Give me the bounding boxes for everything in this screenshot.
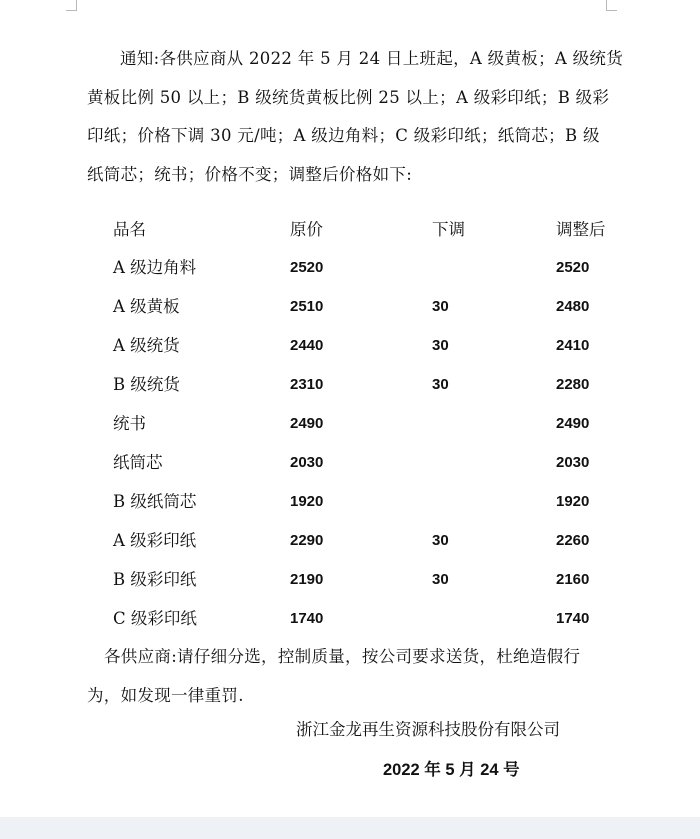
table-row — [0, 599, 700, 638]
item-adjusted-price: 2260 — [556, 532, 590, 549]
item-original-price: 2290 — [290, 532, 324, 549]
header-adjusted: 调整后 — [556, 220, 606, 239]
notice-paragraph — [87, 40, 624, 194]
item-reduction: 30 — [432, 532, 449, 549]
item-original-price: 1920 — [290, 493, 324, 510]
item-name: A 级彩印纸 — [113, 531, 197, 550]
item-reduction: 30 — [432, 571, 449, 588]
table-row — [0, 443, 700, 482]
page-corner-mark — [66, 0, 77, 11]
notice-line: 印纸；价格下调 30 元/吨；A 级边角料；C 级彩印纸；纸筒芯；B 级 — [87, 126, 600, 145]
item-adjusted-price: 2160 — [556, 571, 590, 588]
item-original-price: 2490 — [290, 415, 324, 432]
item-original-price: 2030 — [290, 454, 324, 471]
item-adjusted-price: 2410 — [556, 337, 590, 354]
item-name: A 级统货 — [113, 336, 180, 355]
item-original-price: 2520 — [290, 259, 324, 276]
closing-line: 为，如发现一律重罚. — [87, 685, 244, 705]
item-original-price: 2440 — [290, 337, 324, 354]
table-row — [0, 248, 700, 287]
table-header-row — [0, 210, 700, 249]
item-name: C 级彩印纸 — [113, 609, 197, 628]
item-name: 纸筒芯 — [113, 453, 163, 472]
document-date: 2022 年 5 月 24 号 — [383, 761, 520, 779]
item-reduction: 30 — [432, 337, 449, 354]
item-adjusted-price: 2030 — [556, 454, 590, 471]
item-name: A 级黄板 — [113, 297, 180, 316]
item-adjusted-price: 1740 — [556, 610, 590, 627]
closing-line: 各供应商:请仔细分选，控制质量，按公司要求送货，杜绝造假行 — [104, 647, 581, 666]
item-name: 统书 — [113, 414, 146, 433]
notice-line: 黄板比例 50 以上；B 级统货黄板比例 25 以上；A 级彩印纸；B 级彩 — [87, 87, 610, 107]
item-adjusted-price: 2490 — [556, 415, 590, 432]
closing-paragraph — [87, 638, 607, 715]
header-name: 品名 — [113, 220, 146, 239]
table-row — [0, 287, 700, 326]
table-row — [0, 365, 700, 404]
item-adjusted-price: 2480 — [556, 298, 590, 315]
item-adjusted-price: 2280 — [556, 376, 590, 393]
company-signature: 浙江金龙再生资源科技股份有限公司 — [296, 720, 560, 739]
item-original-price: 2190 — [290, 571, 324, 588]
item-adjusted-price: 2520 — [556, 259, 590, 276]
item-reduction: 30 — [432, 376, 449, 393]
item-original-price: 2510 — [290, 298, 324, 315]
header-reduction: 下调 — [432, 220, 465, 239]
notice-line: 通知:各供应商从 2022 年 5 月 24 日上班起，A 级黄板；A 级统货 — [120, 49, 624, 68]
item-name: B 级彩印纸 — [113, 570, 197, 589]
notice-line: 纸筒芯；统书；价格不变；调整后价格如下: — [87, 164, 413, 184]
item-original-price: 2310 — [290, 376, 324, 393]
header-original: 原价 — [290, 220, 323, 239]
item-original-price: 1740 — [290, 610, 324, 627]
page-corner-mark — [606, 0, 617, 11]
table-row — [0, 326, 700, 365]
table-row — [0, 521, 700, 560]
item-name: B 级纸筒芯 — [113, 492, 197, 511]
item-reduction: 30 — [432, 298, 449, 315]
item-adjusted-price: 1920 — [556, 493, 590, 510]
table-row — [0, 560, 700, 599]
item-name: B 级统货 — [113, 375, 180, 394]
table-row — [0, 404, 700, 443]
viewer-bottom-bar — [0, 817, 700, 839]
item-name: A 级边角料 — [113, 258, 197, 277]
table-row — [0, 482, 700, 521]
